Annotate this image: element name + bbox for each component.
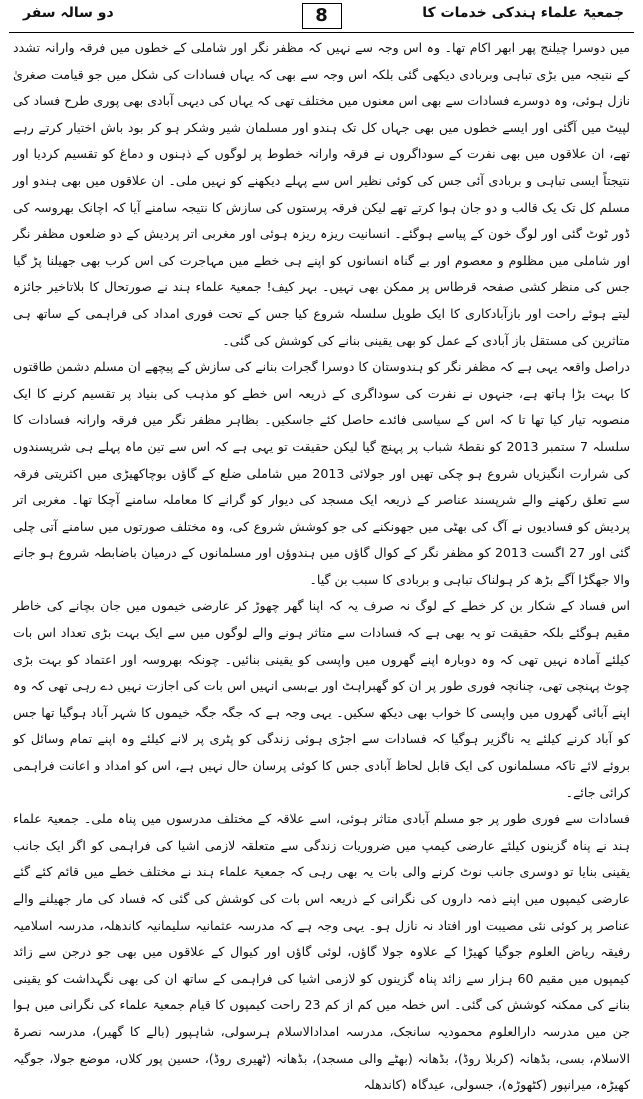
page-header [9, 0, 634, 34]
paragraph: دراصل واقعہ یہی ہے کہ مظفر نگر کو ہندوستان کا دوسرا گجرات بنانے کی سازش کے پیچھے ان مسلم دشمن طاقتوں کا بہت بڑا ہاتھ ہے، جنہوں نے نفرت کی سوداگری کے ذریعہ اس خطے کو مذہب کی بنیاد پر تقسیم کرنے کا ایک منصوبہ تیار کیا تھا تا کہ اس کے سیاسی فائدے حاصل کئے جاسکیں۔ بظاہر مظفر نگر میں فرقہ وارانہ فسادات کا سلسلہ 7 ستمبر 2013 کو نقطۂ شباب پر پہنچ گیا لیکن حقیقت تو یہی ہے کہ اس سے تین ماہ پہلے ہی شرپسندوں کی شرارت انگیزیاں شروع ہو چکی تھیں اور جولائی 2013 میں شاملی ضلع کے گاؤں بوچاکھیڑی میں اکثریتی فرقہ سے تعلق رکھنے والے شرپسند عناصر کے ذریعہ ایک مسجد کی دیوار کو گرانے کا معاملہ سامنے آچکا تھا۔ مغربی اتر پردیش کو فسادیوں نے آگ کی بھٹی میں جھونکنے کی جو کوشش شروع کی، وہ مختلف صورتوں میں سامنے آتی چلی گئی اور 27 اگست 2013 کو مظفر نگر کے کوال گاؤں میں ہندوؤں اور مسلمانوں کے درمیان باضابطہ شروع ہو جانے والا جھگڑا آگے بڑھ کر ہولناک تباہی و بربادی کا سبب بن گیا۔ [13, 359, 631, 587]
paragraph: فسادات سے فوری طور پر جو مسلم آبادی متاثر ہوئی، اسے علاقہ کے مختلف مدرسوں میں پناہ ملی۔ جمعیۃ علماء ہند نے پناہ گزینوں کیلئے عارضی کیمپ میں ضروریات زندگی سے متعلقہ لازمی اشیا کی فراہمی کو اگر ایک جانب یقینی بنایا تو دوسری جانب نوٹ کرنے والی بات یہ بھی رہی کہ جمعیۃ علماء ہند نے مختلف خطے میں قائم کئے گئے عارضی کیمپوں میں اپنے ذمہ داروں کی نگرانی کے ذریعہ اس بات کی کوشش کی گئی کہ فساد کی مار جھیلنے والے عناصر پر کوئی نئی مصیبت اور افتاد نہ نازل ہو۔ یہی وجہ ہے کہ مدرسہ عثمانیہ سلیمانیہ کاندھلہ، مدرسہ اسلامیہ رفیقہ ریاض العلوم جوگیا کھیڑا کے علاوہ جولا گاؤں، لوئی گاؤں اور کیوال کے علاقوں میں بھی جو درجن سے زائد کیمپوں میں مقیم 60 ہزار سے زائد پناہ گزینوں کو لازمی اشیا کی فراہمی کے ساتھ ان کی بھی نگہداشت کو یقینی بنانے کی ممکنہ کوشش کی گئی۔ اس خطہ میں کم از کم 23 راحت کیمپوں کا قیام جمعیۃ علماء کی نگرانی میں ہوا جن میں مدرسہ دارالعلوم محمودیہ سانجک، مدرسہ امدادالاسلام ہرسولی، شاہپور (بالے کا گھیر)، مدرسہ نصرۃ الاسلام، بسی، بڈھانہ (کربلا روڈ)، بڈھانہ (بھٹے والی مسجد)، بڈھانہ (ٹھیری روڈ)، حسین پور کلاں، موضع جولا، جوگیہ کھیڑہ، میرانپور (کٹھوڑہ)، جسولی، عیدگاہ (کاندھلہ [13, 811, 631, 1093]
paragraph: میں دوسرا چیلنج پھر ابھر اکام تھا۔ وہ اس وجہ سے نہیں کہ مظفر نگر اور شاملی کے خطوں میں فرقہ وارانہ تشدد کے نتیجہ میں بڑی تباہی وبربادی دیکھی گئی بلکہ اس وجہ سے بھی کہ یہاں فسادات کی شکل میں جو قیامت صغریٰ نازل ہوئی، وہ دوسرے فسادات سے بھی اس معنوں میں مختلف تھی کہ یہاں کی دیہی آبادی بھی پوری طرح فساد کی لپیٹ میں آگئی اور ایسے خطوں میں بھی جہاں کل تک ہندو اور مسلمان شیر وشکر ہو کر بود باش اختیار کرتے رہے تھے، ان علاقوں میں بھی نفرت کے سوداگروں نے فرقہ وارانہ خطوط پر لوگوں کے ذہنوں و دماغ کو تقسیم کردیا اور نتیجتاً ایسی تباہی و بربادی آئی جس کی کوئی نظیر اس سے پہلے دیکھنے کو نہیں ملی۔ ان علاقوں میں بھی ہندو اور مسلم کل تک یک قالب و دو جان ہوا کرتے تھے لیکن فرقہ پرستوں کی سازش کا نتیجہ سامنے آیا کہ اچانک بھروسہ کی ڈور ٹوٹ گئی اور لوگ خون کے پیاسے ہوگئے۔ انسانیت ریزہ ریزہ ہوئی اور مغربی اتر پردیش کے دو ضلعوں مظفر نگر اور شاملی میں مظلوم و معصوم اور بے گناہ انسانوں کو اپنے ہی خطے میں مہاجرت کی اس کرب بھی جھیلنا پڑ گیا جس کی منظر کشی صفحہ قرطاس پر ممکن بھی نہیں۔ بہر کیف! جمعیۃ علماء ہند نے صورتحال کا بلاتاخیر جائزہ لیتے ہوئے راحت اور بازآبادکاری کا ایک طویل سلسلہ شروع کیا جس کے تحت فوری امداد کی فراہمی کے ساتھ ہی متاثرین کی مستقل باز آبادی کے عمل کو بھی یقینی بنانے کی کوشش کی گئی۔ [13, 40, 630, 348]
article-body [9, 35, 634, 1099]
running-title-right: جمعیۃ علماء ہندکی خدمات کا [422, 5, 624, 21]
running-title-left: دو سالہ سفر [23, 5, 114, 21]
header-divider [9, 32, 634, 33]
paragraph: اس فساد کے شکار بن کر خطے کے لوگ نہ صرف یہ کہ اپنا گھر چھوڑ کر عارضی خیموں میں جان بچانے کی خاطر مقیم ہوگئے بلکہ حقیقت تو یہ بھی ہے کہ فسادات سے متاثر ہونے والے لوگوں میں سے ایک بہت بڑی تعداد اس بات کیلئے آمادہ نہیں تھی کہ وہ دوبارہ اپنے گھروں میں واپسی کو یقینی بنائیں۔ چونکہ بھروسہ اور اعتماد کو بہت بڑی چوٹ پہنچی تھی، چنانچہ فوری طور پر ان کو گھبراہٹ اور بےبسی انہیں اس بات کی اجازت نہیں دے رہی تھی کہ وہ اپنے آبائی گھروں میں واپسی کا خواب بھی دیکھ سکیں۔ یہی وجہ ہے کہ جگہ جگہ خیموں کا شہر آباد ہوگیا تھا جس کو آباد کرنے کیلئے یہ ناگزیر ہوگیا کہ فسادات سے اجڑی ہوئی زندگی کو پٹری پر لانے کیلئے وہ اپنے تمام وسائل کو بروئے لائے تاکہ مسلمانوں کی ایک قابل لحاظ آبادی جس کا کوئی پرسان حال نہیں ہے، اس کو امداد و اعانت فراہمی کرائی جائے۔ [13, 598, 630, 800]
page-number: 8 [302, 3, 342, 29]
